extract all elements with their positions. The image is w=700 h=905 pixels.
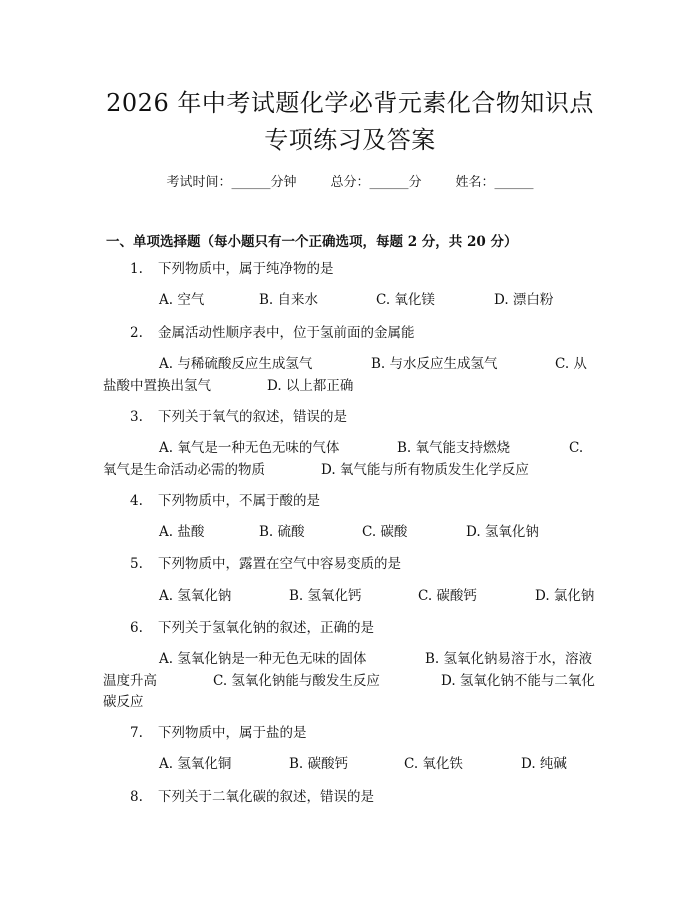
question-5-options [0, 590, 700, 606]
question-2 [130, 327, 415, 341]
option-d: D. 氢氧化钠不能与二氧化 [441, 673, 595, 689]
option-d: D. 氯化钠 [535, 588, 595, 604]
option-c: C. 氧化镁 [376, 292, 435, 308]
question-number: 8. [130, 789, 143, 805]
question-text: 下列物质中，属于盐的是 [158, 725, 307, 741]
question-7-options [0, 758, 700, 774]
question-number: 4. [130, 493, 143, 509]
option-d: D. 漂白粉 [494, 292, 554, 308]
question-3-options [0, 442, 700, 482]
exam-time-field: 考试时间：______分钟 [166, 175, 297, 190]
question-text: 金属活动性顺序表中，位于氢前面的金属能 [158, 325, 415, 341]
option-c: C. 从 [555, 356, 587, 372]
option-a: A. 与稀硫酸反应生成氢气 [159, 356, 313, 372]
option-b: B. 氧气能支持燃烧 [397, 440, 511, 456]
question-text: 下列关于氧气的叙述，错误的是 [158, 409, 347, 425]
question-4 [130, 495, 320, 509]
option-c: C. 碳酸 [362, 524, 408, 540]
question-text: 下列关于二氧化碳的叙述，错误的是 [158, 789, 374, 805]
option-a: A. 盐酸 [159, 524, 205, 540]
document-title-line-2: 专项练习及答案 [264, 126, 436, 154]
option-d: D. 氧气能与所有物质发生化学反应 [321, 462, 529, 478]
option-d: D. 氢氧化钠 [466, 524, 539, 540]
option-b-continued: 温度升高 [103, 673, 157, 689]
option-d: D. 纯碱 [521, 756, 567, 772]
question-number: 3. [130, 409, 143, 425]
option-c: C. 氧化铁 [404, 756, 463, 772]
option-a: A. 氢氧化铜 [159, 756, 232, 772]
question-number: 5. [130, 556, 143, 572]
question-6-options [0, 653, 700, 715]
option-c: C. [569, 440, 584, 456]
question-4-options [0, 526, 700, 542]
question-2-options [0, 358, 700, 398]
option-a: A. 空气 [159, 292, 205, 308]
question-text: 下列物质中，属于纯净物的是 [158, 261, 334, 277]
option-d: D. 以上都正确 [267, 378, 354, 394]
question-text: 下列关于氢氧化钠的叙述，正确的是 [158, 620, 374, 636]
question-number: 6. [130, 620, 143, 636]
question-7 [130, 727, 307, 741]
option-b: B. 硫酸 [259, 524, 305, 540]
question-text: 下列物质中，不属于酸的是 [158, 493, 320, 509]
option-c: C. 碳酸钙 [418, 588, 477, 604]
question-8 [130, 791, 374, 805]
option-a: A. 氢氧化钠 [159, 588, 232, 604]
question-number: 2. [130, 325, 143, 341]
option-b: B. 自来水 [259, 292, 319, 308]
option-a: A. 氧气是一种无色无味的气体 [159, 440, 340, 456]
total-score-field: 总分：______分 [330, 175, 422, 190]
option-c-continued: 氧气是生命活动必需的物质 [103, 462, 265, 478]
student-name-field: 姓名：______ [455, 175, 534, 190]
option-c: C. 氢氧化钠能与酸发生反应 [213, 673, 380, 689]
question-5 [130, 558, 401, 572]
question-text: 下列物质中，露置在空气中容易变质的是 [158, 556, 401, 572]
question-1 [130, 263, 334, 277]
document-title-line-1: 2026 年中考试题化学必背元素化合物知识点 [106, 89, 594, 117]
option-d-continued: 碳反应 [103, 694, 144, 710]
question-number: 1. [130, 261, 143, 277]
question-1-options [0, 294, 700, 310]
question-number: 7. [130, 725, 143, 741]
exam-meta [0, 171, 700, 190]
question-6 [130, 622, 374, 636]
option-b: B. 与水反应生成氢气 [371, 356, 498, 372]
option-c-continued: 盐酸中置换出氢气 [103, 378, 211, 394]
option-b: B. 氢氧化钙 [289, 588, 362, 604]
question-3 [130, 411, 347, 425]
option-a: A. 氢氧化钠是一种无色无味的固体 [159, 651, 367, 667]
option-b: B. 氢氧化钠易溶于水，溶液 [425, 651, 593, 667]
option-b: B. 碳酸钙 [289, 756, 349, 772]
section-heading: 一、单项选择题（每小题只有一个正确选项，每题 2 分，共 20 分） [106, 234, 518, 250]
